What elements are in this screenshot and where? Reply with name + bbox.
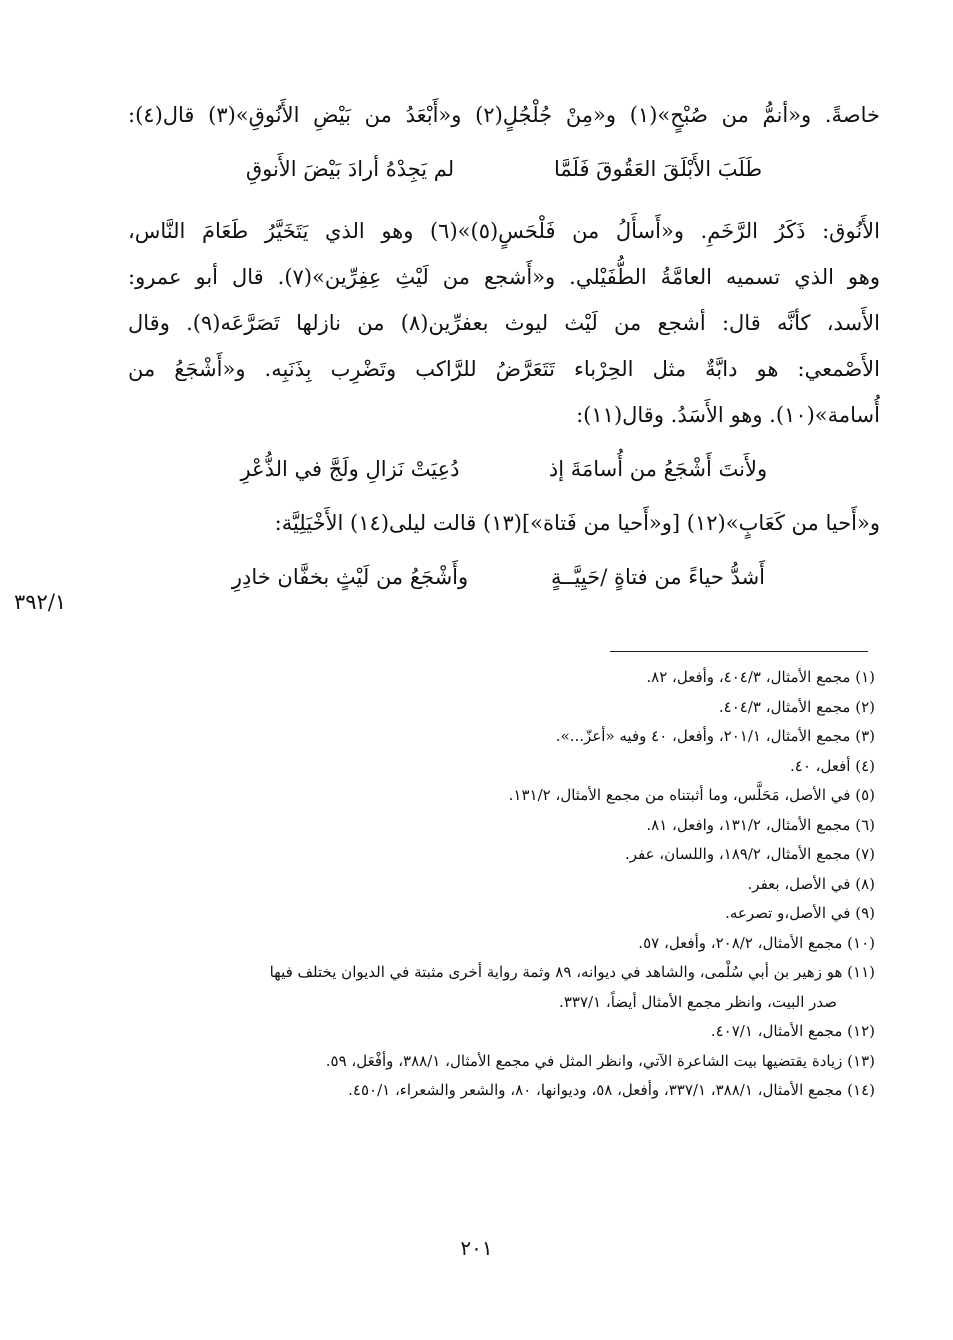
verse-3-second-hemistich: وأَشْجَعُ من لَيْثٍ بخفَّان خادِرِ — [231, 565, 469, 589]
text-line-6: أُسامة»(١٠). وهو الأَسَدُ. وقال(١١): — [576, 403, 880, 427]
text-line-5: الأَصْمعي: هو دابَّةٌ مثل الحِرْباء تَتَعَرَّضُ للرَّاكب وتَضْرِب بِذَنَبِه. و«أَشْجَعُ من — [128, 357, 880, 381]
footnote-5: (٥) في الأصل، مَحَلَّس، وما أثبتناه من مجمع الأمثال، ١٣١/٢. — [508, 786, 875, 804]
text-line-4: الأَسد، كأنَّه قال: أشجع من لَيْث ليوث بعفرِّين(٨) من نازلها تَصَرَّعَه(٩). وقال — [128, 311, 880, 335]
margin-reference: ٣٩٢/١ — [14, 590, 67, 614]
main-text-block — [128, 92, 880, 608]
verse-2-second-hemistich: دُعِيَتْ نَزالِ ولَجَّ في الذُّعْرِ — [240, 457, 460, 481]
footnote-11-continuation — [130, 988, 875, 1018]
footnote-7: (٧) مجمع الأمثال، ١٨٩/٢، واللسان، عفر. — [624, 845, 875, 863]
footnote-14: (١٤) مجمع الأمثال، ٣٨٨/١، ٣٣٧/١، وأفعل، ٥٨، وديوانها، ٨٠، والشعر والشعراء، ٤٥٠/١. — [348, 1081, 875, 1099]
footnote-10: (١٠) مجمع الأمثال، ٢٠٨/٢، وأفعل، ٥٧. — [638, 933, 875, 952]
text-line-1: خاصةً. و«أنمُّ من صُبْحٍ»(١) و«مِنْ جُلْجُلٍ(٢) و«أَبْعَدُ من بَيْضِ الأَنُوقِ»(٣) قال(٤): — [128, 103, 880, 127]
footnote-4: (٤) أفعل، ٤٠. — [790, 756, 875, 775]
footnote-11-continuation-text: صدر البيت، وانظر مجمع الأمثال أيضاً، ٣٣٧/١. — [559, 992, 837, 1011]
text-line-7: و«أَحيا من كَعَابٍ»(١٢) [و«أَحيا من فَتاة»](١٣) قالت ليلى(١٤) الأَخْيَلِيَّة: — [274, 511, 880, 535]
footnotes — [130, 663, 875, 1106]
text-line-3: وهو الذي تسميه العامَّةُ الطُّفَيْلي. و«أَشجع من لَيْثِ عِفِرِّين»(٧). قال أبو عمرو: — [128, 265, 880, 289]
footnote-8: (٨) في الأصل، بعفر. — [747, 874, 875, 893]
footnote-3: (٣) مجمع الأمثال، ٢٠١/١، وأفعل، ٤٠ وفيه «أعزّ...». — [555, 727, 875, 745]
footnote-6: (٦) مجمع الأمثال، ١٣١/٢، وافعل، ٨١. — [646, 815, 875, 834]
footnote-1: (١) مجمع الأمثال، ٤٠٤/٣، وأفعل، ٨٢. — [646, 668, 875, 686]
verse-1 — [128, 138, 880, 200]
text-line-2: الأَنُوق: ذَكَرُ الرَّخَمِ. و«أَسأَلُ من فَلْحَسٍ(٥)»(٦) وهو الذي يَتَخَيَّرُ طَعَامَ النَّاس، — [128, 219, 880, 243]
footnote-12: (١٢) مجمع الأمثال، ٤٠٧/١. — [710, 1022, 875, 1040]
verse-1-second-hemistich: لم يَجِدْهُ أرادَ بَيْضَ الأَنوقِ — [245, 157, 455, 181]
verse-3-first-hemistich: أَشدُّ حياءً من فتاةٍ /حَيِيَّــةٍ — [550, 565, 766, 589]
verse-3 — [128, 546, 880, 608]
verse-1-first-hemistich: طَلَبَ الأَبْلَقَ العَقُوقَ فَلَمَّا — [553, 157, 763, 181]
footnote-2: (٢) مجمع الأمثال، ٤٠٤/٣. — [718, 697, 875, 716]
footnote-13: (١٣) زيادة يقتضيها بيت الشاعرة الآتي، وانظر المثل في مجمع الأمثال، ٣٨٨/١، وأفْعَل، ٥٩. — [325, 1051, 875, 1070]
verse-2 — [128, 438, 880, 500]
page-number: ٢٠١ — [460, 1236, 493, 1260]
footnote-divider — [610, 651, 868, 652]
footnote-11: (١١) هو زهير بن أبي سُلْمى، والشاهد في ديوانه، ٨٩ وثمة رواية أخرى مثبتة في الديوان يختلف فيها — [269, 963, 875, 981]
verse-2-first-hemistich: ولأَنتَ أَشْجَعُ من أُسامَةَ إذ — [548, 457, 768, 481]
footnote-9: (٩) في الأصل،و تصرعه. — [725, 904, 875, 922]
